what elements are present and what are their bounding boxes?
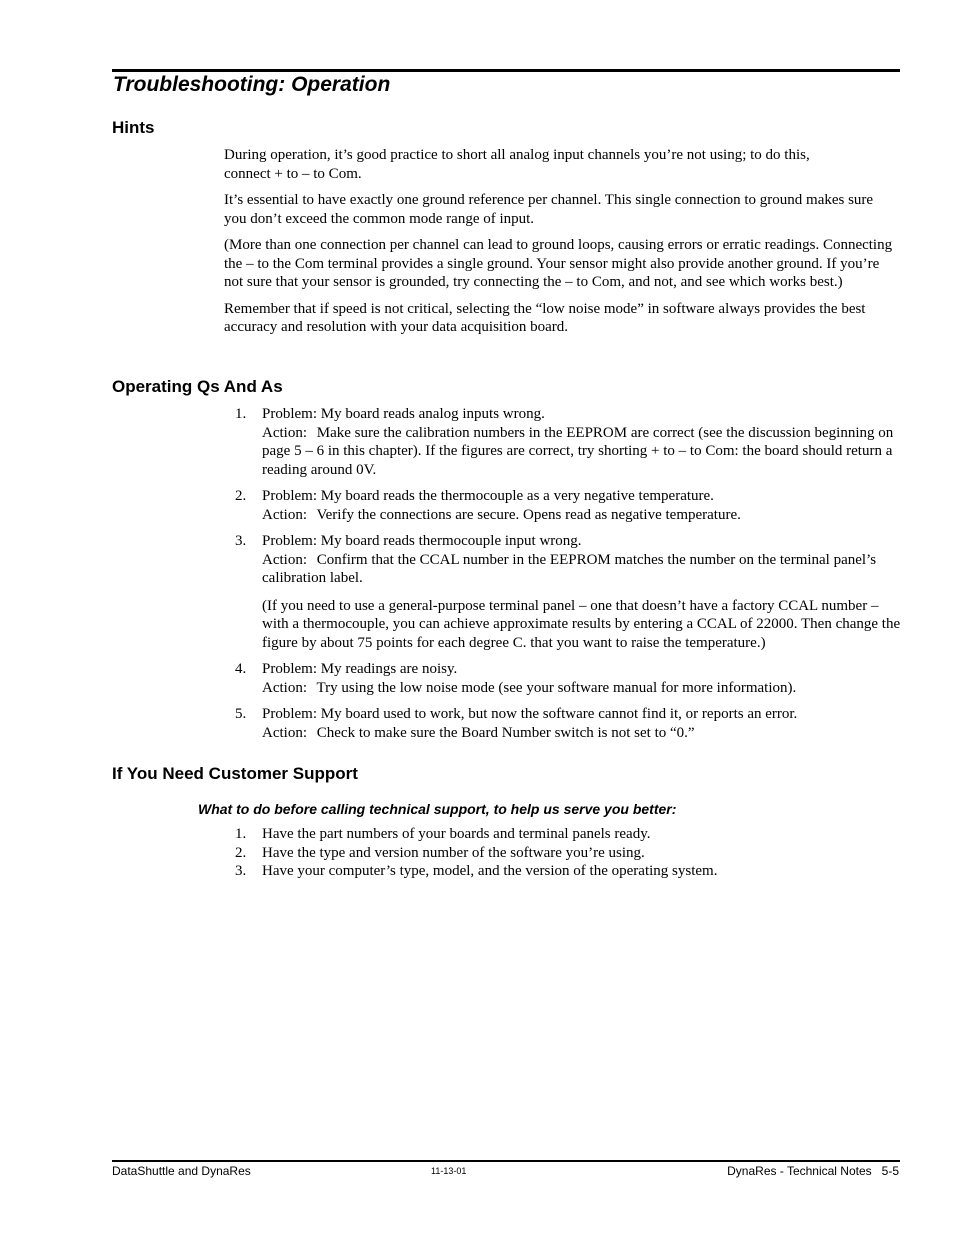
item-number: 5.	[235, 706, 247, 722]
item-note: (If you need to use a general-purpose terminal panel – one that doesn’t have a factory CCAL number – with a thermocouple, you can achieve approximate results by entering a CCAL of 22000. Then change the figure by about 75 points for each degree C. that you want to raise the temperature.)	[262, 597, 901, 651]
support-heading: If You Need Customer Support	[112, 764, 358, 783]
action-text: Confirm that the CCAL number in the EEPROM matches the number on the terminal panel’s calibration label.	[262, 551, 877, 586]
item-action	[262, 506, 902, 525]
footer-rule	[112, 1160, 900, 1162]
list-item	[235, 405, 902, 479]
list-item	[235, 660, 902, 697]
item-problem: Problem: My board reads the thermocouple as a very negative temperature.	[262, 488, 714, 504]
page-title: Troubleshooting: Operation	[113, 73, 391, 96]
action-label: Action:	[262, 724, 307, 741]
item-action	[262, 551, 902, 588]
hints-paragraph: (More than one connection per channel can lead to ground loops, causing errors or erratic readings. Connecting the – to the Com terminal provides a single ground. Your sensor might also provide another ground. If you’re not sure that your sensor is grounded, try connecting the – to Com, and not, and see which works best.)	[224, 237, 893, 290]
item-number: 2.	[235, 844, 247, 861]
item-action	[262, 724, 902, 743]
action-label: Action:	[262, 424, 307, 441]
footer-date: 11-13-01	[431, 1166, 467, 1176]
item-problem: Problem: My board reads thermocouple input wrong.	[262, 533, 582, 549]
list-item	[235, 825, 902, 844]
action-label: Action:	[262, 679, 307, 696]
item-text: Have your computer’s type, model, and the version of the operating system.	[262, 863, 718, 879]
item-text: Have the part numbers of your boards and terminal panels ready.	[262, 826, 651, 842]
support-subheading: What to do before calling technical support, to help us serve you better:	[198, 801, 677, 817]
item-action	[262, 679, 902, 698]
operating-list	[235, 405, 902, 750]
footer-left: DataShuttle and DynaRes	[112, 1164, 251, 1178]
support-list	[235, 825, 902, 881]
item-number: 3.	[235, 533, 247, 549]
hints-paragraph: Remember that if speed is not critical, selecting the “low noise mode” in software always provides the best accuracy and resolution with your data acquisition board.	[224, 300, 866, 335]
list-item	[235, 532, 902, 652]
hints-paragraph-line: It’s essential to have exactly one ground reference per channel. This single connection to ground makes sure	[224, 192, 874, 208]
header-rule	[112, 69, 900, 72]
item-number: 2.	[235, 488, 247, 504]
item-text: Have the type and version number of the software you’re using.	[262, 844, 645, 861]
hints-paragraph-line: you don’t exceed the common mode range of input.	[224, 210, 535, 227]
action-text: Verify the connections are secure. Opens read as negative temperature.	[316, 506, 741, 523]
action-label: Action:	[262, 551, 307, 568]
item-action	[262, 424, 902, 480]
item-number: 3.	[235, 863, 247, 879]
item-problem: Problem: My readings are noisy.	[262, 661, 458, 677]
item-number: 4.	[235, 661, 247, 677]
item-problem: Problem: My board used to work, but now the software cannot find it, or reports an error.	[262, 706, 798, 722]
operating-heading: Operating Qs And As	[112, 377, 283, 396]
footer-right: DynaRes - Technical Notes 5-5	[727, 1164, 899, 1178]
hints-paragraph-line: During operation, it’s good practice to short all analog input channels you’re not using; to do this,	[224, 147, 810, 163]
action-label: Action:	[262, 506, 307, 523]
item-number: 1.	[235, 826, 247, 842]
action-text: Try using the low noise mode (see your software manual for more information).	[316, 679, 797, 696]
item-problem: Problem: My board reads analog inputs wrong.	[262, 406, 545, 422]
list-item	[235, 705, 902, 742]
list-item	[235, 862, 902, 881]
item-number: 1.	[235, 406, 247, 422]
action-text: Check to make sure the Board Number switch is not set to “0.”	[316, 724, 695, 741]
hints-paragraph-line: connect + to – to Com.	[224, 165, 362, 182]
hints-paragraph	[224, 146, 902, 183]
hints-heading: Hints	[112, 118, 155, 137]
list-item	[235, 844, 902, 863]
action-text: Make sure the calibration numbers in the EEPROM are correct (see the discussion beginning on page 5 – 6 in this chapter). If the figures are correct, try shorting + to – to Com: the board should return a reading around 0V.	[262, 424, 894, 478]
list-item	[235, 487, 902, 524]
hints-paragraph	[224, 191, 902, 228]
hints-body	[224, 146, 902, 345]
